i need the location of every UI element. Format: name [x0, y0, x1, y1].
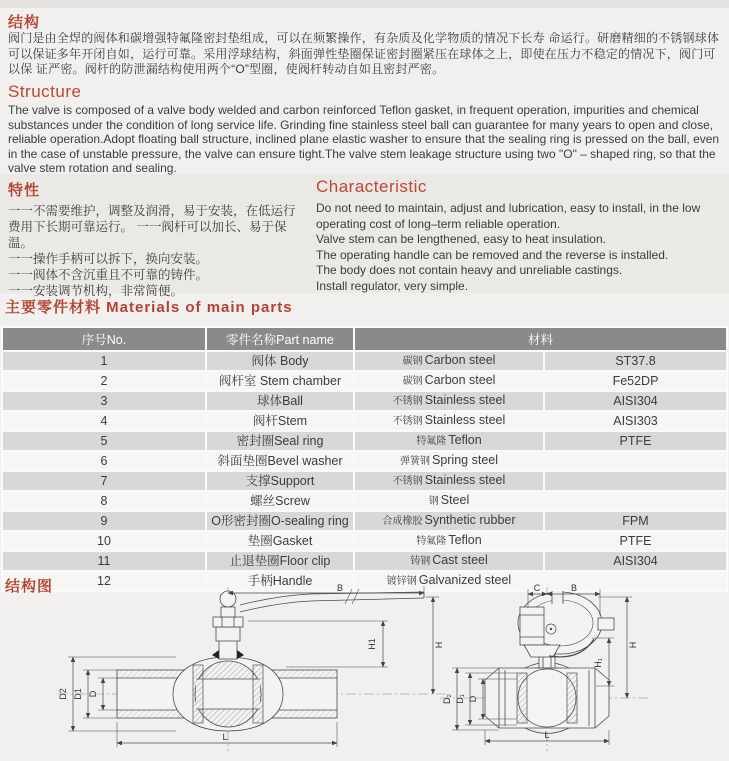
characteristic-en-line: Do not need to maintain, adjust and lubrication, easy to install, in the low operating cost of long–term reliable operation.: [316, 201, 701, 231]
materials-table: [1, 326, 728, 592]
characteristic-cn-line: 一一操作手柄可以拆下，换向安装。: [8, 252, 209, 266]
cell-material: [354, 491, 544, 511]
dim-label-d1-left: D1: [73, 688, 83, 700]
dim-label-l-right: L: [544, 730, 550, 740]
cell-material: [354, 351, 544, 371]
structure-cn-paragraph: 阀门是由全焊的阀体和碳增强特氟隆密封垫组成，可以在频繁操作，有杂质及化学物质的情况下长寿 命运行。研磨精细的不锈钢球体可以保证多年开闭自如，运行可靠。采用浮球结构，斜面弹性垫圈保证密封圈紧压在球体之上，即使在压力不稳定的情况下，阀门可以保 证严密。阀杆的防泄漏结构使用两个“O”型圈，使阀杆转动自如且密封严密。: [8, 31, 720, 76]
cell-no: 4: [2, 411, 206, 431]
cell-material: [354, 471, 544, 491]
cell-no: 11: [2, 551, 206, 571]
material-cn: 弹簧钢: [399, 456, 430, 467]
drawings-heading: 结构图: [5, 578, 54, 595]
cell-grade: PTFE: [544, 431, 727, 451]
cell-part: 斜面垫圈Bevel washer: [206, 451, 354, 471]
material-cn: 碳钢: [402, 376, 423, 387]
characteristic-cn-line: 一一阀体不含沉重且不可靠的铸件。: [8, 268, 209, 282]
cell-no: 7: [2, 471, 206, 491]
cell-grade: AISI304: [544, 391, 727, 411]
col-header-part-name: 零件名称Part name: [206, 327, 354, 351]
dim-label-d-right: D: [468, 695, 478, 703]
characteristic-en-line: Valve stem can be lengthened, easy to heat insulation.: [316, 232, 606, 246]
cell-no: 1: [2, 351, 206, 371]
cell-material: [354, 411, 544, 431]
dim-label-d2-right: D₂: [442, 694, 452, 704]
table-row: [2, 431, 727, 451]
table-row: [2, 551, 727, 571]
dim-label-d-left: D: [88, 690, 98, 698]
material-en: Cast steel: [432, 553, 488, 567]
cell-part: 垫圈Gasket: [206, 531, 354, 551]
table-row: [2, 531, 727, 551]
dim-label-c-right: C: [533, 583, 541, 593]
cell-part: 支撑Support: [206, 471, 354, 491]
cell-material: [354, 431, 544, 451]
cell-grade: Fe52DP: [544, 371, 727, 391]
cell-part: 阀杆室 Stem chamber: [206, 371, 354, 391]
dim-label-h-right: H: [628, 641, 638, 649]
material-en: Stainless steel: [424, 413, 506, 427]
dim-label-b-right: B: [570, 583, 578, 593]
structure-en-heading: Structure: [8, 82, 82, 101]
materials-heading: 主要零件材料 Materials of main parts: [5, 299, 293, 316]
cell-part: 球体Ball: [206, 391, 354, 411]
cell-part: 止退垫圈Floor clip: [206, 551, 354, 571]
material-en: Stainless steel: [424, 473, 506, 487]
material-en: Synthetic rubber: [424, 513, 516, 527]
cell-no: 3: [2, 391, 206, 411]
dim-label-l-left: L: [222, 732, 228, 742]
dim-label-h-left: H: [434, 641, 444, 649]
cell-material: [354, 371, 544, 391]
cell-grade: [544, 471, 727, 491]
characteristic-cn-list: [8, 203, 310, 299]
cell-grade: [544, 491, 727, 511]
cell-part: 密封圈Seal ring: [206, 431, 354, 451]
material-cn: 特氟隆: [416, 536, 447, 547]
material-en: Teflon: [448, 533, 482, 547]
characteristic-en-heading: Characteristic: [316, 177, 427, 196]
characteristic-en-line: The operating handle can be removed and the reverse is installed.: [316, 247, 669, 262]
material-cn: 镀锌钢: [386, 576, 417, 587]
material-en: Galvanized steel: [418, 573, 512, 587]
cell-part: 阀体 Body: [206, 351, 354, 371]
table-row: [2, 411, 727, 431]
material-cn: 不锈钢: [392, 476, 423, 487]
material-cn: 铸钢: [410, 556, 431, 567]
cell-grade: AISI303: [544, 411, 727, 431]
table-row: [2, 511, 727, 531]
col-header-material: 材料: [354, 327, 727, 351]
cell-no: 6: [2, 451, 206, 471]
characteristic-en-line: Install regulator, very simple.: [316, 278, 469, 293]
dim-label-b-left: B: [336, 583, 344, 593]
characteristic-cn-heading: 特性: [8, 182, 41, 199]
table-row: [2, 491, 727, 511]
characteristic-cn-line: 费用下长期可靠运行。 一一阀杆可以加长、易于保温。: [8, 220, 287, 250]
page-top-strip: [0, 0, 729, 8]
table-row: [2, 351, 727, 371]
material-cn: 钢: [428, 496, 439, 507]
material-cn: 合成橡胶: [382, 516, 423, 527]
cell-grade: ST37.8: [544, 351, 727, 371]
left-valve-drawing: [58, 583, 448, 751]
material-cn: 特氟隆: [416, 436, 447, 447]
dim-label-h1-left: H1: [367, 638, 377, 650]
col-header-no: 序号No.: [2, 327, 206, 351]
material-en: Stainless steel: [424, 393, 506, 407]
material-en: Teflon: [448, 433, 482, 447]
cell-part: 螺丝Screw: [206, 491, 354, 511]
cell-material: [354, 531, 544, 551]
cell-no: 8: [2, 491, 206, 511]
cell-material: [354, 451, 544, 471]
characteristic-cn-line: 一一不需要维护，调整及润滑，易于安装，在低运行: [8, 204, 296, 218]
dim-label-h1-right: H₁: [593, 658, 603, 668]
characteristic-en-list: [316, 201, 726, 294]
cell-no: 5: [2, 431, 206, 451]
cell-no: 9: [2, 511, 206, 531]
material-en: Carbon steel: [424, 353, 496, 367]
cell-material: [354, 511, 544, 531]
dim-label-d2-left: D2: [58, 688, 68, 700]
cell-part: 阀杆Stem: [206, 411, 354, 431]
table-row: [2, 391, 727, 411]
material-en: Steel: [440, 493, 470, 507]
cell-material: [354, 391, 544, 411]
valve-technical-drawings: [0, 583, 729, 761]
cell-no: 2: [2, 371, 206, 391]
right-valve-drawing: [440, 583, 648, 751]
cell-grade: AISI304: [544, 551, 727, 571]
cell-grade: PTFE: [544, 531, 727, 551]
cell-part: O形密封圈O-sealing ring: [206, 511, 354, 531]
table-row: [2, 371, 727, 391]
dim-label-d1-right: D₁: [455, 694, 465, 704]
table-row: [2, 471, 727, 491]
cell-part: 手柄Handle: [206, 571, 354, 591]
material-cn: 碳钢: [402, 356, 423, 367]
cell-grade: [544, 451, 727, 471]
material-cn: 不锈钢: [392, 416, 423, 427]
table-row: [2, 451, 727, 471]
characteristic-en-line: The body does not contain heavy and unreliable castings.: [316, 263, 623, 277]
cell-material: [354, 551, 544, 571]
table-header-row: [2, 327, 727, 351]
characteristic-cn-line: 一一安装调节机构，非常简便。: [8, 284, 184, 298]
cell-no: 10: [2, 531, 206, 551]
cell-no: 12: [2, 571, 206, 591]
material-en: Carbon steel: [424, 373, 496, 387]
material-en: Spring steel: [431, 453, 498, 467]
structure-cn-heading: 结构: [8, 14, 41, 31]
cell-grade: FPM: [544, 511, 727, 531]
material-cn: 不锈钢: [392, 396, 423, 407]
structure-en-paragraph: The valve is composed of a valve body welded and carbon reinforced Teflon gasket, in frequent operation, impurities and chemical substances under the condition of long service life. Grinding fine stainless steel ball can guarantee for many years to open and close, reliable operation.Adopt floating ball structure, inclined plane elastic washer to ensure that the sealing ring is pressed on the ball, even in the case of unstable pressure, the valve can ensure tight.The valve stem leakage structure using two "O" – shaped ring, so that the valve stem rotation and sealing.: [8, 103, 720, 176]
